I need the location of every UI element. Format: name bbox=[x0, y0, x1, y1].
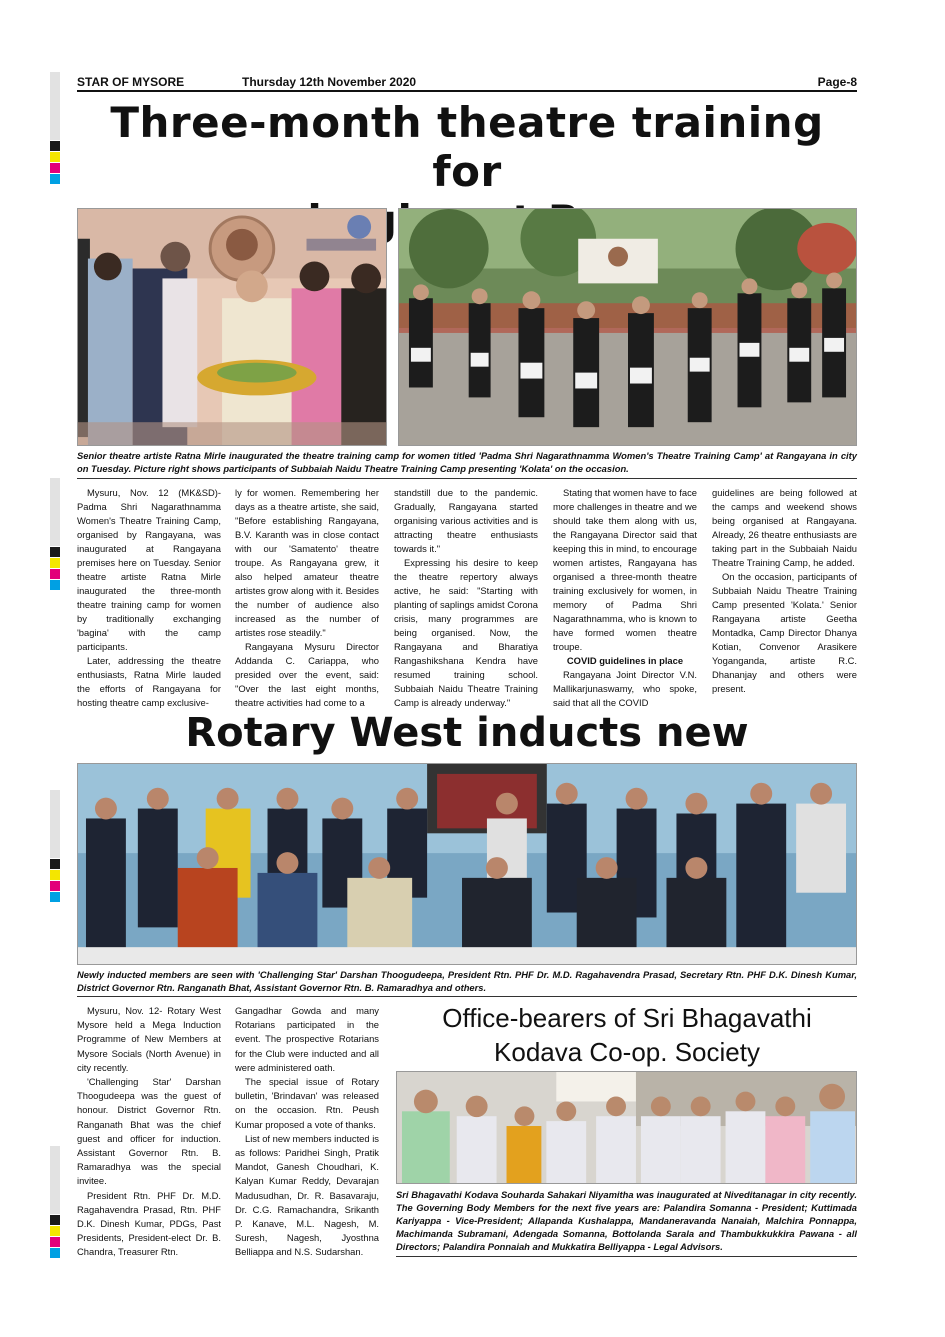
paragraph: List of new members inducted is as follows: Paridhei Singh, Pratik Mandot, Ganesh Choudhari, K. Kalyan Kumar Reddy, Devarajan Madusudhan, Dr. R. Basavaraju, Dr. C.G. Ramachandra, Srikanth P. Kanave, M.L. Nagesh, M. Suresh, Nagesh, Jyosthna Belliappa and N.S. Sudarshan. bbox=[235, 1132, 379, 1258]
paragraph: guidelines are being followed at the camps and weekend shows being organised at Rangayana. Already, 26 theatre enthusiasts are taking part in the Subbaiah Naidu Theatre Training Camp, he added. bbox=[712, 487, 857, 568]
story3-headline-line1: Office-bearers of Sri Bhagavathi bbox=[442, 1003, 812, 1033]
story1-column-1 bbox=[77, 486, 221, 710]
paragraph: On the occasion, participants of Subbaiah Naidu Theatre Training Camp presented 'Kolata.' Senior Rangayana artiste Geetha Montadka, Camp Director Dhanya Kotian, Convenor Arasikere Yoganganda, artiste R.C. Dhananjay and others were present. bbox=[712, 571, 857, 694]
story1-column-3 bbox=[394, 486, 538, 710]
story1-headline-line1: Three-month theatre training for bbox=[110, 98, 824, 196]
masthead bbox=[77, 74, 857, 92]
story1-column-4 bbox=[553, 486, 697, 710]
photo-inauguration bbox=[77, 208, 387, 446]
newspaper-name: STAR OF MYSORE bbox=[77, 75, 185, 89]
subheading: COVID guidelines in place bbox=[566, 655, 684, 666]
divider bbox=[396, 1256, 857, 1257]
issue-date: Thursday 12th November 2020 bbox=[242, 75, 417, 89]
paragraph: Rangayana Joint Director V.N. Mallikarjunaswamy, who spoke, said that all the COVID bbox=[553, 669, 697, 708]
registration-mark bbox=[50, 478, 60, 590]
paragraph: Mysuru, Nov. 12 (MK&SD)- Padma Shri Nagarathnamma Women's Theatre Training Camp, organised by Rangayana, was inaugurated at Rangayana premises here on Tuesday. Senior theatre artiste Ratna Mirle inaugurated the three-month theatre training camp for women by traditionally exchanging 'bagina' with the camp participants. bbox=[77, 487, 221, 652]
story1-headline-line2: begins bbox=[307, 196, 469, 245]
registration-mark bbox=[50, 790, 60, 902]
paragraph: 'Challenging Star' Darshan Thoogudeepa was the guest of honour. District Governor Rtn. Ranganath Bhat was the chief guest and officer for induction. Assistant Governor Rtn. B. Ramaradhya was the special invitee. bbox=[77, 1076, 221, 1187]
story2-headline: Rotary West inducts new bbox=[185, 710, 749, 756]
divider bbox=[77, 996, 857, 997]
story3-caption: Sri Bhagavathi Kodava Souharda Sahakari Niyamitha was inaugurated at Niveditanagar in city recently. The Governing Body Members for the next five years are: Palandira Somanna - President; Kuttimada Kariyappa - Vice-President; Allapanda Kushalappa, Mandaneravanda Nanaiah, Malchira Ponnappa, Machimanda Subramani, Adengada Somanna, Bottolanda Sarala and Thambukkukkira Pawana - all Directors; Palandira Ponnaiah and Mukkatira Belliyappa - Legal Advisors. bbox=[396, 1189, 857, 1252]
story1-column-2 bbox=[235, 486, 379, 710]
paragraph: The special issue of Rotary bulletin, 'Brindavan' was released on the occasion. Rtn. Peush Kumar proposed a vote of thanks. bbox=[235, 1076, 379, 1130]
story2-caption: Newly inducted members are seen with 'Challenging Star' Darshan Thoogudeepa, President Rtn. PHF Dr. M.D. Ragahavendra Prasad, Secretary Rtn. PHF D.K. Dinesh Kumar, District Governor Rtn. Ranganath Bhat, Assistant Governor Rtn. B. Ramaradhya and others. bbox=[77, 969, 857, 993]
story3-headline bbox=[398, 1001, 856, 1069]
story2-column-2 bbox=[235, 1004, 379, 1260]
story3-headline-line2: Kodava Co-op. Society bbox=[494, 1037, 760, 1067]
story1-column-5 bbox=[712, 486, 857, 696]
photo-rotary-group bbox=[77, 763, 857, 965]
paragraph: ly for women. Remembering her days as a theatre artiste, she said, "Before establishing Rangayana, B.V. Karanth was in close contact with our 'Samatento' theatre troupe. As Rangayana grew, it also helped amateur theatre artistes grow along with it. Besides the number of audience also increased as the number of artistes rose steadily." bbox=[235, 487, 379, 638]
paragraph: President Rtn. PHF Dr. M.D. Ragahavendra Prasad, Rtn. PHF D.K. Dinesh Kumar, PDGs, Past Presidents, President-elect Dr. B. Chandra, Treasurer Rtn. bbox=[77, 1189, 221, 1258]
paragraph: Stating that women have to face more challenges in theatre and we should take them along with us, the Rangayana Director said that keeping this in mind, to encourage women artistes, Rangayana has organised a three-month theatre training exclusively for women, in memory of Padma Shri Nagarathnamma, who is known to have formed women theatre troupe. bbox=[553, 487, 697, 652]
divider bbox=[77, 478, 857, 479]
story1-caption: Senior theatre artiste Ratna Mirle inaugurated the theatre training camp for women titled 'Padma Shri Nagarathnamma Women's Theatre Training Camp' at Rangayana in city on Tuesday. Picture right shows participants of Subbaiah Naidu Theatre Training Camp presenting 'Kolata' on the occasion. bbox=[77, 450, 857, 474]
story2-column-1 bbox=[77, 1004, 221, 1260]
photo-office-bearers bbox=[396, 1071, 857, 1184]
page-number: Page-8 bbox=[817, 75, 857, 89]
registration-mark bbox=[50, 72, 60, 184]
photo-kolata bbox=[398, 208, 857, 446]
paragraph: standstill due to the pandemic. Gradually, Rangayana started organising various activities and is attracting theatre enthusiasts towards it." bbox=[394, 487, 538, 554]
paragraph: Expressing his desire to keep the theatre repertory always active, he said: "Starting with planting of saplings amidst Corona crisis, many programmes are being organised. Now, the Rangayana and Bharatiya Rangashikshana Kendra have resumed training school. Subbaiah Naidu Theatre Training Camp is already underway." bbox=[394, 557, 538, 708]
paragraph: Rangayana Mysuru Director Addanda C. Cariappa, who presided over the event, said: "Over the last eight months, theatre activities had come to a bbox=[235, 641, 379, 708]
paragraph: Mysuru, Nov. 12- Rotary West Mysore held a Mega Induction Programme of New Members at Mysore Socials (North Avenue) in city recently. bbox=[77, 1005, 221, 1073]
paragraph: Gangadhar Gowda and many Rotarians participated in the event. The prospective Rotarians for the Club were inducted and all were administered oath. bbox=[235, 1005, 379, 1073]
paragraph: Later, addressing the theatre enthusiasts, Ratna Mirle lauded the efforts of Rangayana for hosting theatre camp exclusive- bbox=[77, 655, 221, 708]
registration-mark bbox=[50, 1146, 60, 1258]
